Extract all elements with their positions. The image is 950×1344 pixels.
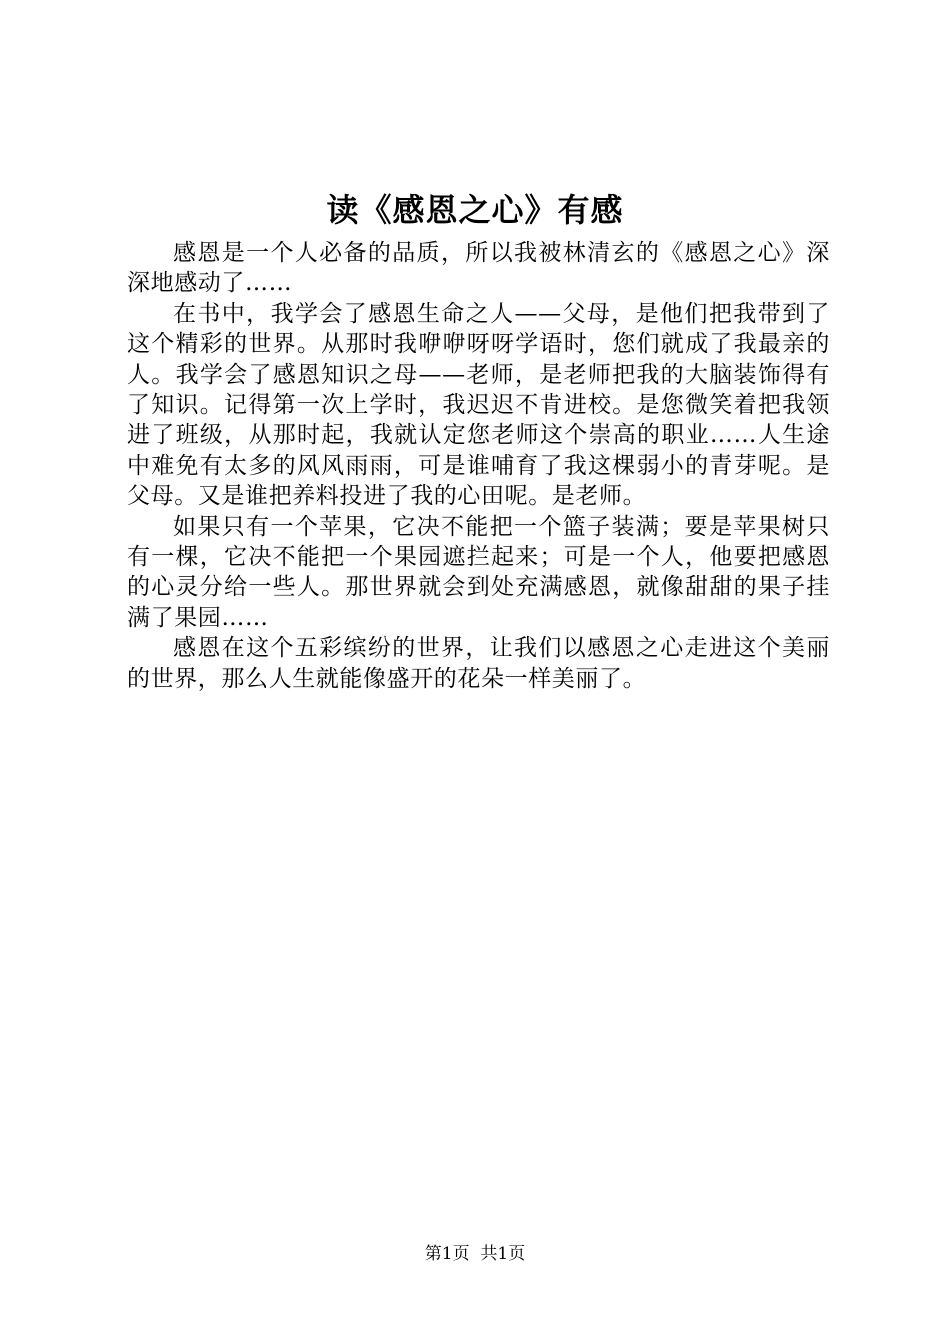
paragraph: 在书中，我学会了感恩生命之人——父母，是他们把我带到了这个精彩的世界。从那时我咿咿呀呀学语时，您们就成了我最亲的人。我学会了感恩知识之母——老师，是老师把我的大脑装饰得有了知识。记得第一次上学时，我迟迟不肯进校。是您微笑着把我领进了班级，从那时起，我就认定您老师这个崇高的职业……人生途中难免有太多的风风雨雨，可是谁哺育了我这棵弱小的青芽呢。是父母。又是谁把养料投进了我的心田呢。是老师。 (127, 300, 830, 510)
document-title: 读《感恩之心》有感 (326, 191, 624, 229)
paragraph: 感恩在这个五彩缤纷的世界，让我们以感恩之心走进这个美丽的世界，那么人生就能像盛开的花朵一样美丽了。 (127, 635, 830, 692)
paragraph: 感恩是一个人必备的品质，所以我被林清玄的《感恩之心》深深地感动了…… (127, 240, 830, 297)
document-body (127, 238, 830, 694)
page-number-footer: 第1页 共1页 (424, 1244, 526, 1264)
paragraph: 如果只有一个苹果，它决不能把一个篮子装满；要是苹果树只有一棵，它决不能把一个果园遮拦起来；可是一个人，他要把感恩的心灵分给一些人。那世界就会到处充满感恩，就像甜甜的果子挂满了果园…… (127, 513, 830, 631)
